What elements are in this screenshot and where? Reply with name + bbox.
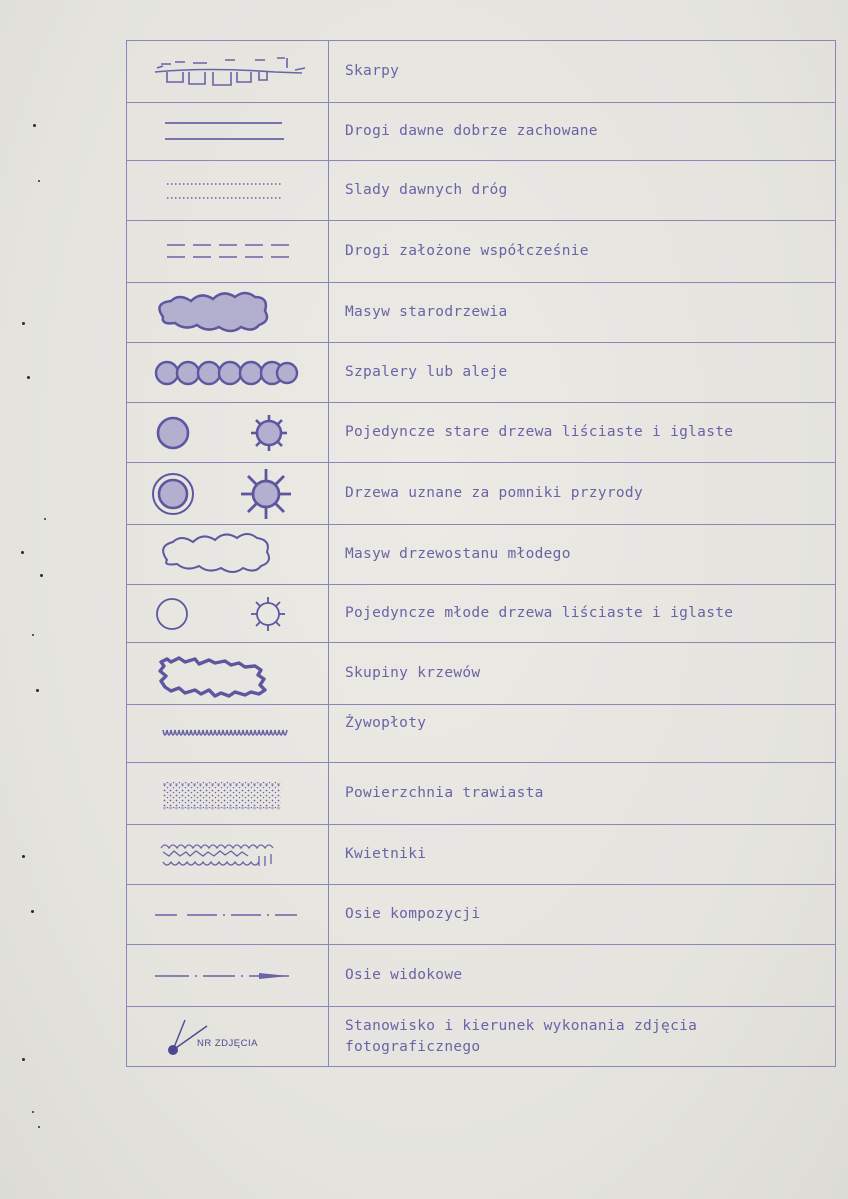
- legend-label: Drogi dawne dobrze zachowane: [329, 103, 836, 161]
- legend-row: [127, 343, 836, 403]
- legend-row: [127, 763, 836, 825]
- dashed-road-symbol: [127, 221, 329, 283]
- young-tree-mass-symbol: [127, 525, 329, 585]
- scan-speck: [44, 518, 46, 520]
- grass-surface-symbol: [127, 763, 329, 825]
- shrub-group-symbol: [127, 643, 329, 705]
- scan-speck: [27, 376, 30, 379]
- scan-speck: [22, 855, 25, 858]
- legend-table: [126, 40, 836, 1067]
- hedge-symbol: [127, 705, 329, 763]
- legend-row: [127, 945, 836, 1007]
- legend-row: [127, 103, 836, 161]
- legend-label: Masyw starodrzewia: [329, 283, 836, 343]
- legend-row: [127, 221, 836, 283]
- scan-speck: [22, 322, 25, 325]
- legend-row: [127, 825, 836, 885]
- old-single-trees-symbol: [127, 403, 329, 463]
- view-axis-symbol: [127, 945, 329, 1007]
- legend-label: [329, 1007, 836, 1067]
- legend-label: Masyw drzewostanu młodego: [329, 525, 836, 585]
- scan-speck: [21, 551, 24, 554]
- legend-label: Drzewa uznane za pomniki przyrody: [329, 463, 836, 525]
- legend-label: Osie kompozycji: [329, 885, 836, 945]
- scan-speck: [31, 910, 34, 913]
- scan-speck: [40, 574, 43, 577]
- legend-row: [127, 283, 836, 343]
- tree-row-symbol: [127, 343, 329, 403]
- young-single-trees-symbol: [127, 585, 329, 643]
- legend-label: Drogi założone współcześnie: [329, 221, 836, 283]
- legend-row: [127, 585, 836, 643]
- legend-row: [127, 463, 836, 525]
- scan-speck: [33, 124, 36, 127]
- scan-speck: [38, 180, 40, 182]
- legend-row: [127, 525, 836, 585]
- scan-speck: [22, 1058, 25, 1061]
- scan-speck: [32, 1111, 34, 1113]
- legend-label-line1: Stanowisko i kierunek wykonania zdjęcia: [345, 1017, 698, 1034]
- monument-trees-symbol: [127, 463, 329, 525]
- legend-row: [127, 161, 836, 221]
- double-line-road-symbol: [127, 103, 329, 161]
- legend-label: Pojedyncze stare drzewa liściaste i iglaste: [329, 403, 836, 463]
- scan-speck: [38, 1126, 40, 1128]
- legend-label: Pojedyncze młode drzewa liściaste i iglaste: [329, 585, 836, 643]
- legend-label: Skupiny krzewów: [329, 643, 836, 705]
- scan-speck: [36, 689, 39, 692]
- old-tree-mass-symbol: [127, 283, 329, 343]
- legend-label: Powierzchnia trawiasta: [329, 763, 836, 825]
- photo-number-label: NR ZDJĘCIA: [197, 1038, 258, 1049]
- legend-label: Osie widokowe: [329, 945, 836, 1007]
- flowerbed-symbol: [127, 825, 329, 885]
- legend-label: Kwietniki: [329, 825, 836, 885]
- legend-row: [127, 643, 836, 705]
- escarpment-symbol: [127, 41, 329, 103]
- legend-row: [127, 403, 836, 463]
- legend-label: Szpalery lub aleje: [329, 343, 836, 403]
- legend-row: [127, 885, 836, 945]
- composition-axis-symbol: [127, 885, 329, 945]
- scan-speck: [32, 634, 34, 636]
- legend-label: Skarpy: [329, 41, 836, 103]
- legend-row: [127, 705, 836, 763]
- legend-label: Żywopłoty: [329, 705, 836, 763]
- dotted-road-symbol: [127, 161, 329, 221]
- legend-label-line2: fotograficznego: [345, 1038, 481, 1055]
- legend-label: Slady dawnych dróg: [329, 161, 836, 221]
- legend-row: [127, 1007, 836, 1067]
- photo-station-symbol: [127, 1007, 329, 1067]
- legend-row: [127, 41, 836, 103]
